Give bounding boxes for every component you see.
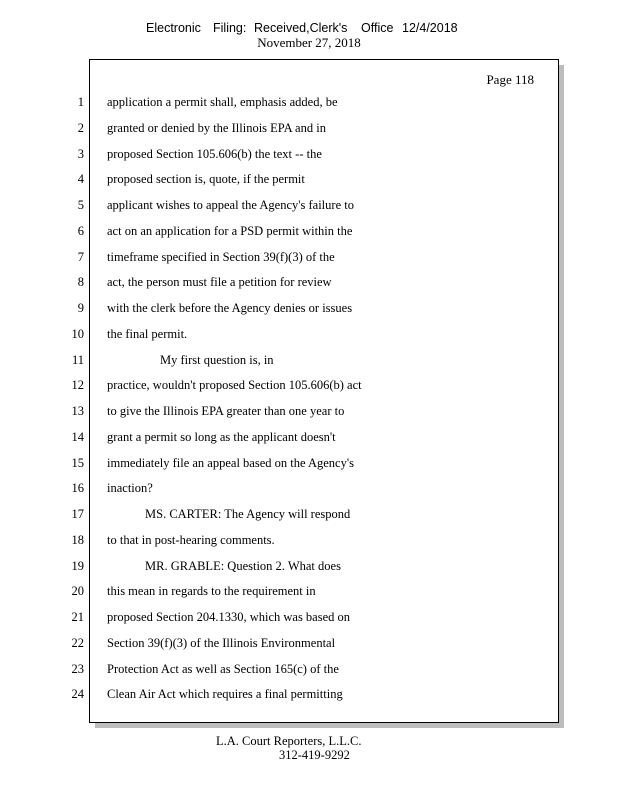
- stamp-filing: Filing:: [213, 21, 247, 35]
- line-number: 18: [71, 532, 84, 547]
- stamp-electronic: Electronic: [146, 21, 201, 35]
- transcript-line: proposed Section 105.606(b) the text -- the: [107, 146, 322, 161]
- transcript-line: practice, wouldn't proposed Section 105.606(b) act: [107, 378, 362, 393]
- line-number: 4: [77, 172, 84, 187]
- page-number: Page 118: [486, 72, 534, 87]
- transcript-line: Protection Act as well as Section 165(c) of the: [107, 661, 339, 676]
- transcript-line: to give the Illinois EPA greater than one year to: [107, 404, 345, 418]
- line-number: 10: [71, 326, 84, 341]
- hearing-date: November 27, 2018: [257, 35, 361, 50]
- line-number: 21: [71, 610, 84, 624]
- line-number: 17: [71, 507, 84, 521]
- transcript-line: this mean in regards to the requirement in: [107, 584, 316, 599]
- line-number: 22: [71, 635, 84, 650]
- stamp-date: 12/4/2018: [402, 21, 458, 35]
- line-number: 24: [71, 687, 84, 702]
- transcript-line: Section 39(f)(3) of the Illinois Environmental: [107, 635, 336, 650]
- line-number: 7: [77, 249, 84, 264]
- line-number: 13: [71, 404, 84, 418]
- line-number-column: [58, 93, 84, 711]
- court-reporter-name: L.A. Court Reporters, L.L.C.: [216, 734, 362, 748]
- transcript-line: to that in post-hearing comments.: [107, 532, 275, 547]
- line-number: 1: [77, 95, 84, 109]
- line-number: 14: [71, 429, 84, 444]
- transcript-line: inaction?: [107, 481, 153, 496]
- transcript-line: MS. CARTER: The Agency will respond: [145, 507, 351, 521]
- line-number: 9: [77, 301, 84, 315]
- transcript-line: the final permit.: [107, 326, 188, 341]
- transcript-line: granted or denied by the Illinois EPA and in: [107, 120, 326, 135]
- transcript-line: act on an application for a PSD permit within the: [107, 223, 353, 238]
- transcript-line: proposed section is, quote, if the permit: [107, 172, 305, 187]
- transcript-line: timeframe specified in Section 39(f)(3) of the: [107, 249, 335, 264]
- transcript-line: My first question is, in: [160, 352, 274, 367]
- transcript-line: Clean Air Act which requires a final permitting: [107, 687, 343, 702]
- line-number: 3: [77, 146, 84, 161]
- line-number: 23: [71, 661, 84, 676]
- transcript-line: MR. GRABLE: Question 2. What does: [145, 558, 341, 573]
- line-number: 2: [77, 120, 84, 135]
- line-number: 20: [71, 584, 84, 599]
- transcript-line: immediately file an appeal based on the Agency's: [107, 455, 354, 470]
- court-reporter-phone: 312-419-9292: [279, 748, 350, 762]
- line-number: 6: [77, 223, 84, 238]
- line-number: 8: [77, 275, 84, 290]
- stamp-received-clerks: Received,Clerk's: [254, 21, 348, 35]
- line-number: 11: [71, 352, 84, 367]
- transcript-line: act, the person must file a petition for review: [107, 275, 332, 290]
- line-number: 16: [71, 481, 84, 496]
- line-number: 12: [71, 378, 84, 393]
- transcript-line: application a permit shall, emphasis added, be: [107, 95, 338, 109]
- transcript-line: proposed Section 204.1330, which was based on: [107, 610, 351, 624]
- transcript-text: [107, 93, 362, 711]
- stamp-office: Office: [361, 21, 394, 35]
- transcript-line: with the clerk before the Agency denies or issues: [107, 301, 353, 315]
- transcript-line: grant a permit so long as the applicant doesn't: [107, 429, 336, 444]
- transcript-line: applicant wishes to appeal the Agency's failure to: [107, 198, 354, 212]
- line-number: 15: [71, 455, 84, 470]
- line-number: 5: [77, 198, 84, 212]
- line-number: 19: [71, 558, 84, 573]
